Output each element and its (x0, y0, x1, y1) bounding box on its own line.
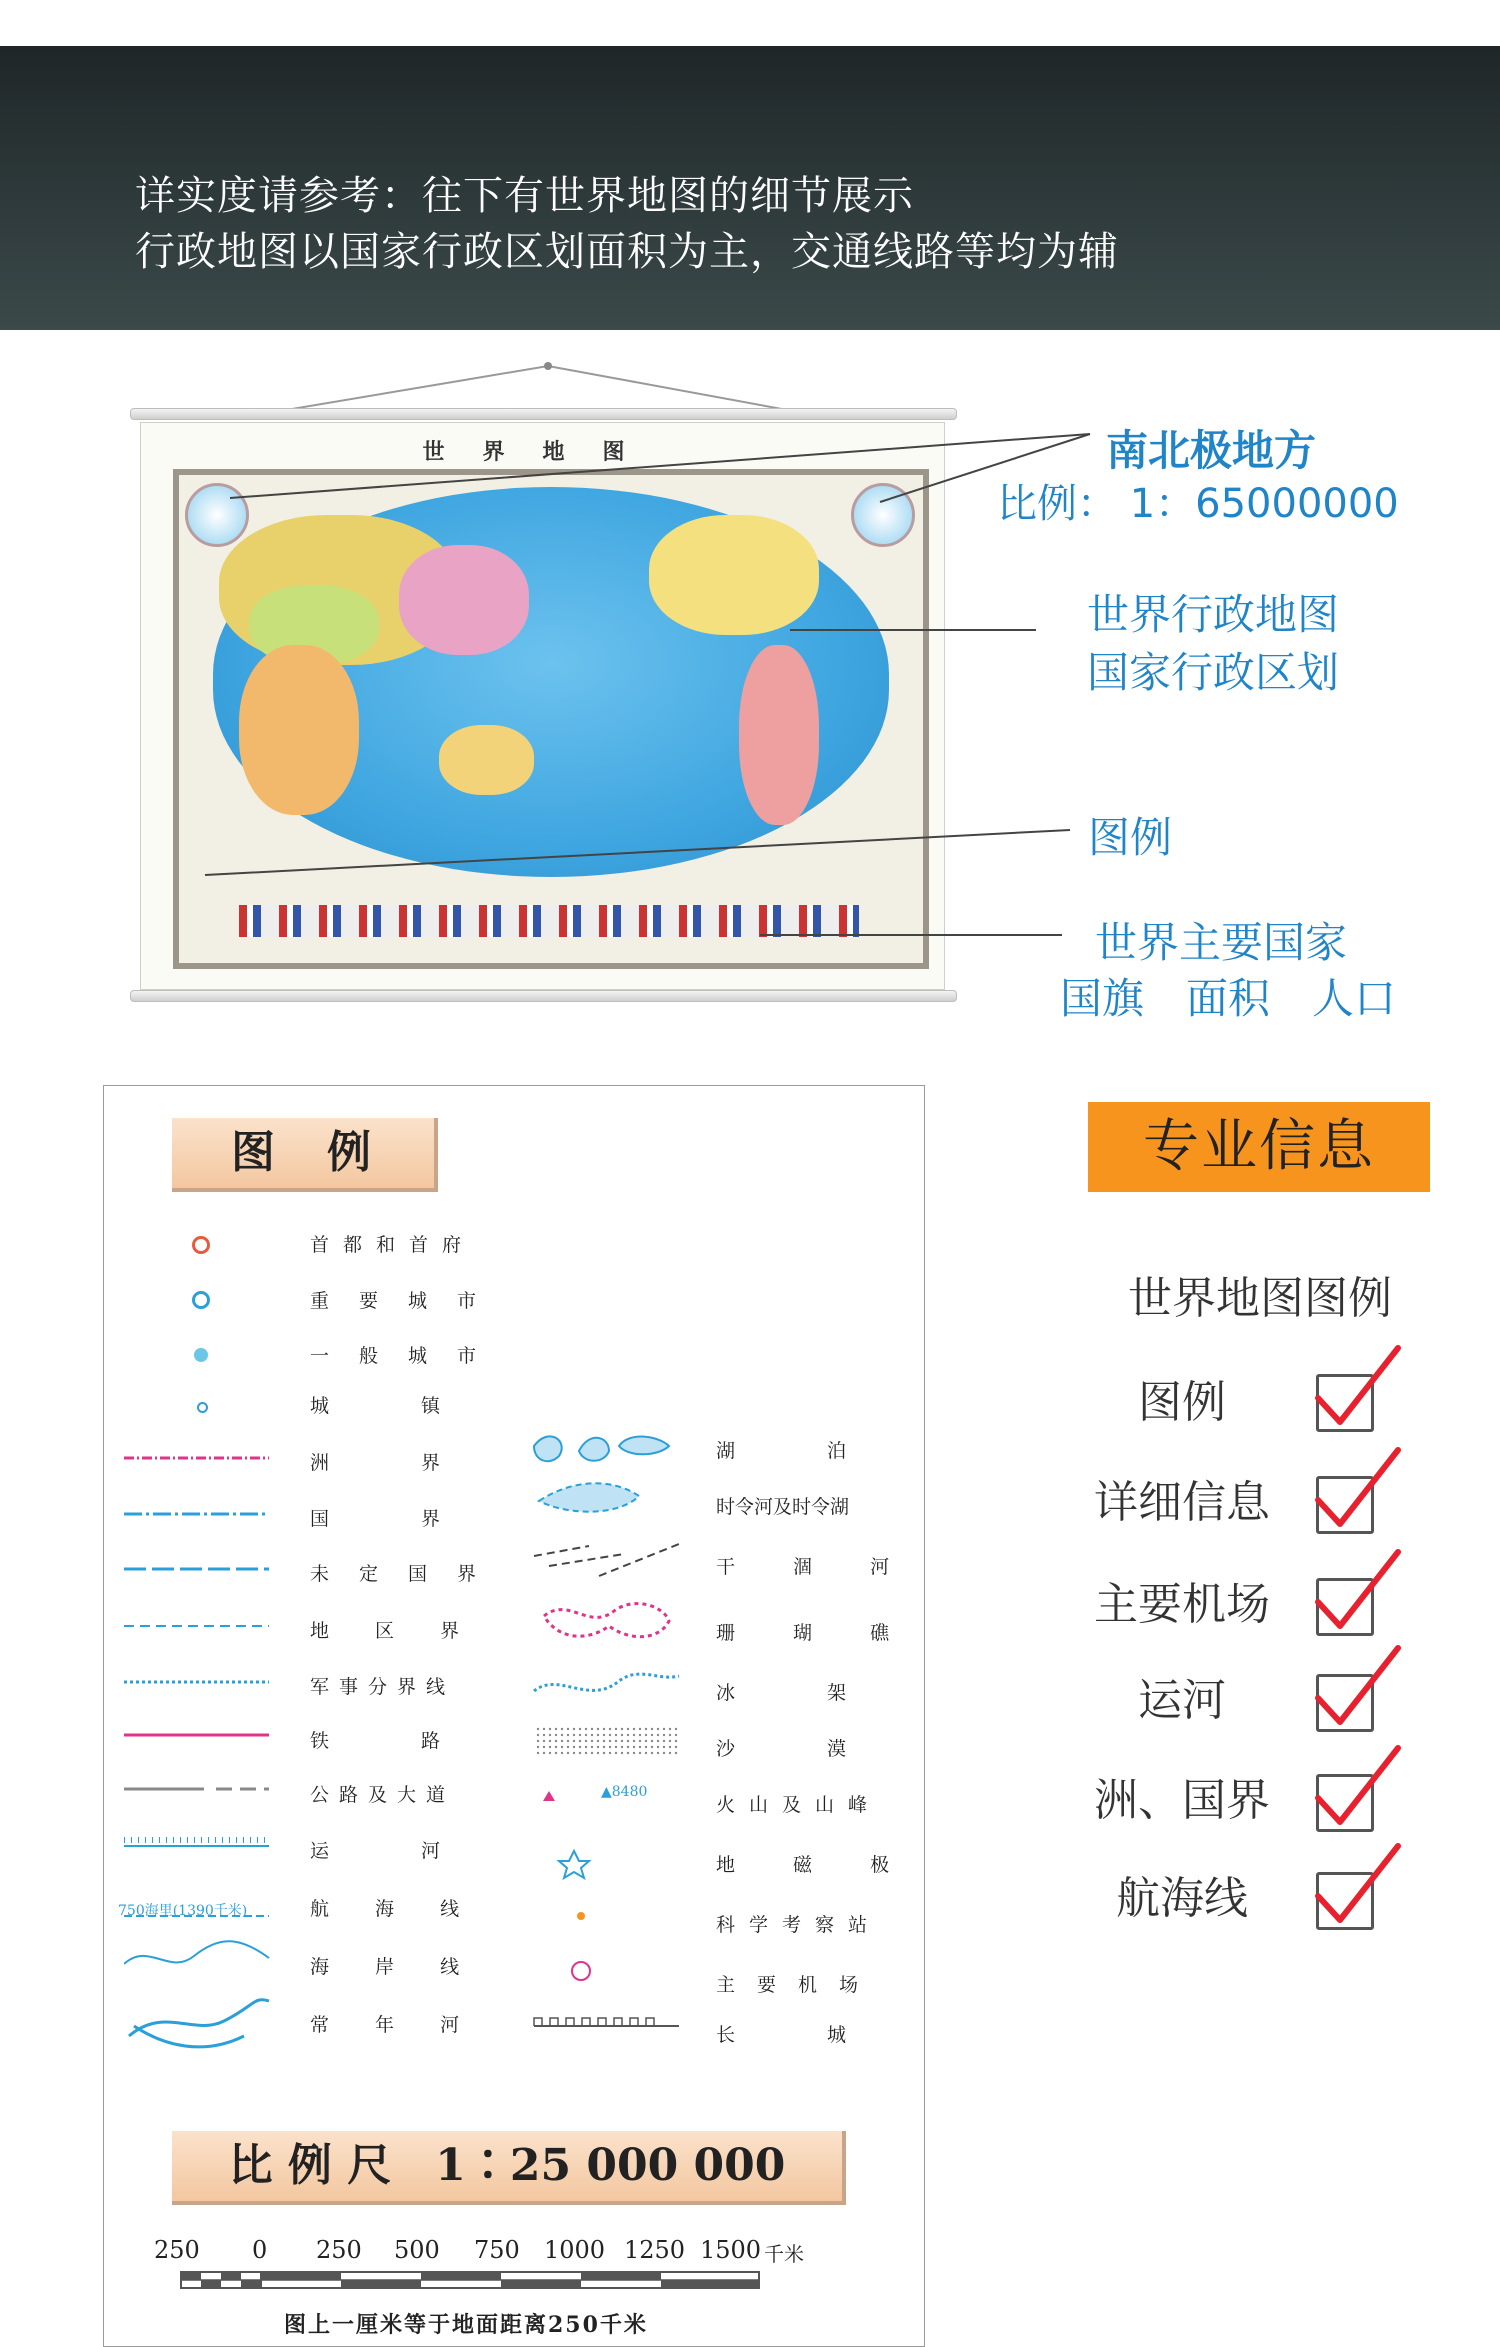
legend-national-border: 国 界 (310, 1508, 459, 1530)
capital-symbol (192, 1236, 210, 1254)
peak-label: ▲8480 (601, 1784, 648, 1800)
legend-ice-shelf: 冰 架 (716, 1682, 865, 1704)
legend-research-station: 科学考察站 (716, 1914, 882, 1936)
checklist-label: 图例 (1138, 1377, 1226, 1428)
checklist-label: 主要机场 (1094, 1579, 1270, 1630)
scale-bar (180, 2268, 780, 2298)
city-symbol (194, 1348, 208, 1362)
legend-seasonal-river: 时令河及时令湖 (716, 1496, 850, 1518)
checkmark-icon (1306, 1340, 1406, 1960)
scale-tick: 1250 (624, 2236, 686, 2264)
town-symbol (197, 1402, 208, 1413)
legend-airport: 主要机场 (716, 1974, 881, 1996)
legend-lake: 湖 泊 (716, 1440, 865, 1462)
legend-undefined-border: 未定国界 (310, 1563, 507, 1585)
callout-legend: 图例 (1088, 813, 1173, 862)
legend-line-symbols (124, 1436, 284, 2136)
sea-route-label: 750海里(1390千米) (118, 1903, 248, 1919)
checklist-label: 航海线 (1116, 1873, 1248, 1924)
callout-admin-line-2: 国家行政区划 (1087, 648, 1340, 697)
scale-title: 比 例 尺 1∶25 000 000 (172, 2131, 846, 2205)
legend-continent-border: 洲 界 (310, 1452, 459, 1474)
scale-footnote: 图上一厘米等于地面距离250千米 (284, 2312, 648, 2338)
callout-flags-line-2: 国旗 面积 人口 (1060, 974, 1397, 1023)
legend-region-border: 地 区 界 (310, 1620, 480, 1642)
legend-panel (103, 1085, 925, 2347)
scale-tick: 0 (252, 2236, 268, 2264)
checklist-label: 洲、国界 (1094, 1775, 1270, 1826)
map-title: 世界地图 (422, 440, 663, 465)
header-line-1: 详实度请参考：往下有世界地图的细节展示 (135, 173, 914, 219)
legend-volcano: 火山及山峰 (716, 1794, 882, 1816)
legend-magnetic-pole: 地 磁 极 (716, 1854, 916, 1876)
scale-tick: 250 (154, 2236, 200, 2264)
scale-unit: 千米 (764, 2242, 804, 2266)
checklist-label: 详细信息 (1094, 1477, 1270, 1528)
checklist-label: 运河 (1138, 1675, 1226, 1726)
legend-capital: 首都和首府 (310, 1234, 476, 1256)
major-city-symbol (192, 1291, 210, 1309)
callout-polar-scale: 比例： 1：65000000 (997, 481, 1399, 527)
scale-tick: 1500 (700, 2236, 762, 2264)
legend-desert: 沙 漠 (716, 1738, 865, 1760)
legend-railway: 铁 路 (310, 1730, 459, 1752)
legend-coral-reef: 珊 瑚 礁 (716, 1622, 916, 1644)
callout-polar-title: 南北极地方 (1106, 426, 1317, 475)
legend-sea-route: 航 海 线 (310, 1898, 480, 1920)
legend-dry-river: 干 涸 河 (716, 1556, 916, 1578)
scale-tick: 250 (316, 2236, 362, 2264)
legend-military-line: 军事分界线 (310, 1676, 456, 1698)
pro-info-badge: 专业信息 (1088, 1102, 1430, 1192)
legend-coastline: 海 岸 线 (310, 1956, 480, 1978)
legend-city: 一般城市 (310, 1345, 507, 1367)
legend-area-symbols (529, 1426, 699, 2126)
legend-title: 图 例 (172, 1118, 438, 1192)
legend-canal: 运 河 (310, 1840, 459, 1862)
scale-tick: 1000 (544, 2236, 606, 2264)
header-line-2: 行政地图以国家行政区划面积为主，交通线路等均为辅 (135, 229, 1119, 275)
legend-great-wall: 长 城 (716, 2024, 865, 2046)
callout-admin-line-1: 世界行政地图 (1087, 590, 1340, 639)
legend-subtitle: 世界地图图例 (1128, 1273, 1392, 1324)
callout-flags-line-1: 世界主要国家 (1095, 918, 1348, 967)
legend-perennial-river: 常 年 河 (310, 2014, 480, 2036)
scale-tick: 750 (474, 2236, 520, 2264)
legend-highway: 公路及大道 (310, 1784, 456, 1806)
legend-major-city: 重要城市 (310, 1290, 507, 1312)
scale-tick: 500 (394, 2236, 440, 2264)
legend-town: 城 镇 (310, 1395, 459, 1417)
